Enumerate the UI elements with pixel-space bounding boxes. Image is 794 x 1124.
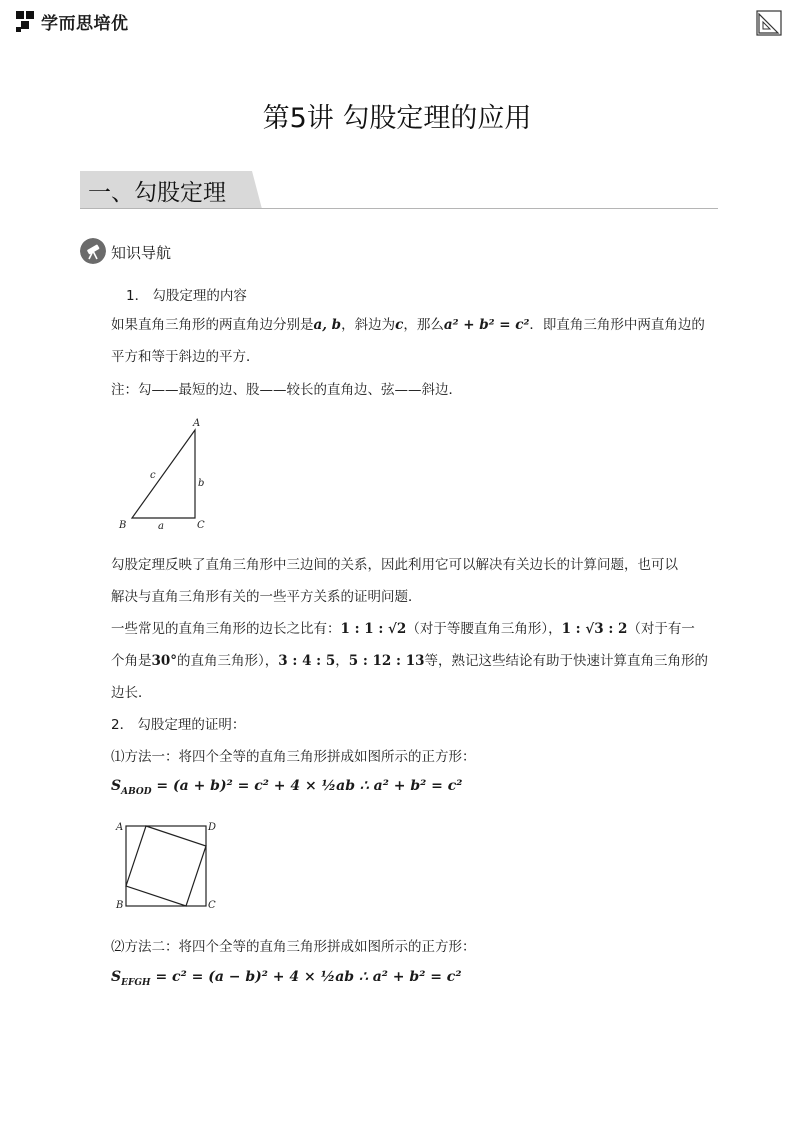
- ruler-triangle-icon: [756, 10, 782, 36]
- nav-label: 知识导航: [111, 244, 172, 262]
- section-title: 一、勾股定理: [88, 180, 226, 206]
- label-B: B: [119, 520, 127, 531]
- label-a: a: [158, 521, 164, 532]
- paragraph-3-line-3: 边长．: [111, 685, 152, 701]
- paragraph-3-line-1: 一些常见的直角三角形的边长之比有：1 : 1 : √2（对于等腰直角三角形），1 : √3 : 2（对于有一: [111, 621, 695, 637]
- label-D: D: [208, 822, 217, 833]
- item1-heading: 1． 勾股定理的内容: [126, 288, 247, 304]
- section-header-slant: [248, 171, 262, 209]
- label-A: A: [193, 418, 201, 429]
- label-A: A: [116, 822, 124, 833]
- logo-icon: [14, 9, 36, 33]
- method-1: ⑴方法一：将四个全等的直角三角形拼成如图所示的正方形：: [111, 749, 476, 765]
- label-b: b: [198, 478, 205, 489]
- brand-logo: [14, 8, 129, 34]
- paragraph-2-line-1: 勾股定理反映了直角三角形中三边间的关系，因此利用它可以解决有关边长的计算问题，也可以: [111, 557, 678, 573]
- label-B: B: [116, 900, 124, 911]
- paragraph-3-line-2: 个角是30°的直角三角形），3 : 4 : 5，5 : 12 : 13等，熟记这些结论有助于快速计算直角三角形的: [111, 653, 708, 669]
- inner-square: [126, 826, 206, 906]
- note: 注：勾——最短的边、股——较长的直角边、弦——斜边．: [111, 382, 462, 398]
- right-triangle-figure: [115, 412, 215, 536]
- logo-text: 学而思培优: [41, 13, 129, 34]
- paragraph-2-line-2: 解决与直角三角形有关的一些平方关系的证明问题．: [111, 589, 422, 605]
- formula-1: $S_{ABOD} = (a + b)^2 = c^2 + 4$ × ½ab ∴ a² + b² = c²: [111, 778, 463, 797]
- label-C: C: [197, 520, 205, 531]
- triangle-shape: [132, 430, 195, 518]
- label-C: C: [208, 900, 216, 911]
- square-proof-figure: [114, 818, 224, 914]
- section-divider: [80, 208, 718, 209]
- label-c: c: [150, 470, 156, 481]
- telescope-icon: [80, 238, 106, 264]
- section-header: [80, 171, 718, 211]
- outer-square: [126, 826, 206, 906]
- pythagorean-formula: a² + b² = c²: [443, 317, 530, 333]
- formula-2: $S_{EFGH} = c^2 = (a - b)^2 + 4$ × ½ab ∴ a² + b² = c²: [111, 969, 462, 988]
- paragraph-1-line-1: 如果直角三角形的两直角边分别是a, b，斜边为c，那么a² + b² = c²．即直角三角形中两直角边的: [111, 317, 705, 333]
- page-title: 第5讲 勾股定理的应用: [262, 103, 532, 134]
- item2-heading: 2． 勾股定理的证明：: [111, 717, 246, 733]
- paragraph-1-line-2: 平方和等于斜边的平方．: [111, 349, 260, 365]
- method-2: ⑵方法二：将四个全等的直角三角形拼成如图所示的正方形：: [111, 939, 476, 955]
